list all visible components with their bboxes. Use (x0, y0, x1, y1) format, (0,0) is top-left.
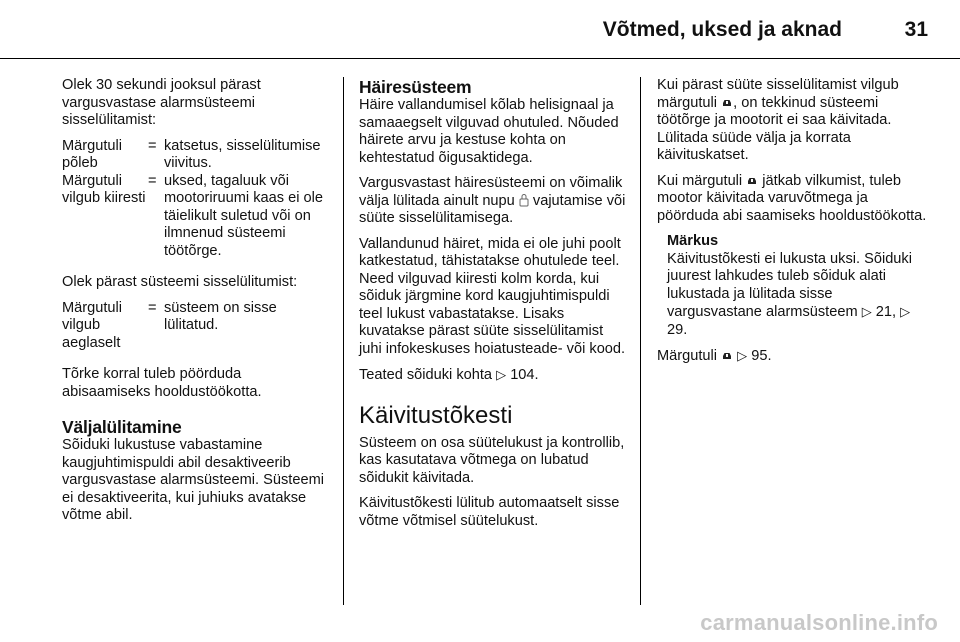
status-table-2 (62, 300, 330, 353)
description: süsteem on sisse lülitatud. (164, 299, 277, 333)
header-rule (0, 58, 960, 59)
note-box (667, 233, 929, 339)
term: Märgutuli vilgub kiiresti (62, 172, 146, 206)
page-ref-arrow-icon: ▷ (900, 304, 911, 319)
paragraph: Kui märgutuli jätkab vilkumist, tuleb mootor käivitada varuvõtmega ja pöörduda abi saamiseks hooldustöökotta. (657, 172, 927, 224)
paragraph: Vallandunud häiret, mida ei ole juhi poolt katkestatud, tähistatakse ohutulede teel. Need vilguvad kiiresti kolm korda, kui sõiduk järgmine kord kaugjuhtimispuldi teel lukust vabastatakse. Lisaks kuvatakse pärast süüte sisselülitamist juhi infokeskuses hoiatusteade- või kood. (359, 235, 626, 357)
lock-button-icon (519, 193, 529, 207)
description: uksed, tagaluuk või mootoriruumi kaas ei ole täielikult suletud või on ilmnenud süsteemi töötõrge. (164, 172, 323, 259)
column-divider (640, 77, 641, 605)
page-title: Võtmed, uksed ja aknad (602, 18, 842, 41)
section-heading: Häiresüsteem (359, 77, 472, 97)
page-number: 31 (904, 18, 928, 41)
paragraph: Käivitustõkesti lülitub automaatselt sisse võtme võtmisel süütelukust. (359, 495, 620, 529)
paragraph: Teated sõiduki kohta ▷ 104. (359, 367, 539, 383)
paragraph: Süsteem on osa süütelukust ja kontrollib, kas kasutatava võtmega on lubatud sõidukit käivitada. (359, 434, 625, 486)
fault-text: Tõrke korral tuleb pöörduda abisaamiseks hooldustöökotta. (62, 366, 262, 400)
column-divider (343, 77, 344, 605)
paragraph: Märgutuli ▷ 95. (657, 348, 772, 364)
page-ref-arrow-icon: ▷ (737, 348, 748, 363)
paragraph: Vargusvastast häiresüsteemi on võimalik välja lülitada ainult nupu vajutamise või süüte sisselülitamisega. (359, 175, 626, 226)
status-table-1 (62, 138, 330, 261)
page-ref-arrow-icon: ▷ (861, 304, 872, 319)
paragraph: Kui pärast süüte sisselülitamist vilgub märgutuli , on tekkinud süsteemi töötõrge ja mootorit ei saa käivitada. Lülitada süüde välja ja korrata käivituskatset. (657, 77, 899, 163)
description: katsetus, sisselülitumise viivitus. (164, 137, 321, 171)
equals: = (148, 137, 157, 154)
after-text: Olek pärast süsteemi sisselülitumist: (62, 274, 298, 290)
paragraph: Häire vallandumisel kõlab helisignaal ja samaaegselt vilguvad ohutuled. Nõuded häirete arvu ja kestuse kohta on kehtestatud õigusaktidega. (359, 97, 619, 166)
intro-text: Olek 30 sekundi jooksul pärast vargusvastase alarmsüsteemi sisselülitamist: (62, 77, 261, 128)
term: Märgutuli põleb (62, 137, 123, 171)
note-heading: Märkus (667, 233, 719, 249)
watermark: carmanualsonline.info (700, 610, 938, 635)
equals: = (148, 299, 157, 316)
page-header (0, 0, 960, 60)
column-1 (62, 77, 330, 533)
equals: = (148, 172, 157, 189)
note-text: Käivitustõkesti ei lukusta uksi. Sõiduki juurest lahkudes tuleb sõiduk alati lukustada ja lülitada sisse vargusvastane alarmsüsteem ▷ 21, ▷ 29. (667, 250, 912, 338)
disable-text: Sõiduki lukustuse vabastamine kaugjuhtimispuldi abil desaktiveerib vargusvastase alarmsüsteemi. Süsteemi ei desaktiveerita, kui juhiuks avatakse võtme abil. (62, 437, 324, 523)
page-ref-arrow-icon: ▷ (496, 367, 507, 382)
car-key-icon (746, 176, 758, 186)
column-3 (657, 77, 929, 374)
column-2 (359, 77, 629, 538)
term: Märgutuli vilgub aeglaselt (62, 299, 123, 351)
section-heading: Väljalülitamine (62, 417, 182, 437)
car-key-icon (721, 351, 733, 361)
car-key-icon (721, 98, 733, 108)
section-heading-large: Käivitustõkesti (359, 401, 513, 429)
